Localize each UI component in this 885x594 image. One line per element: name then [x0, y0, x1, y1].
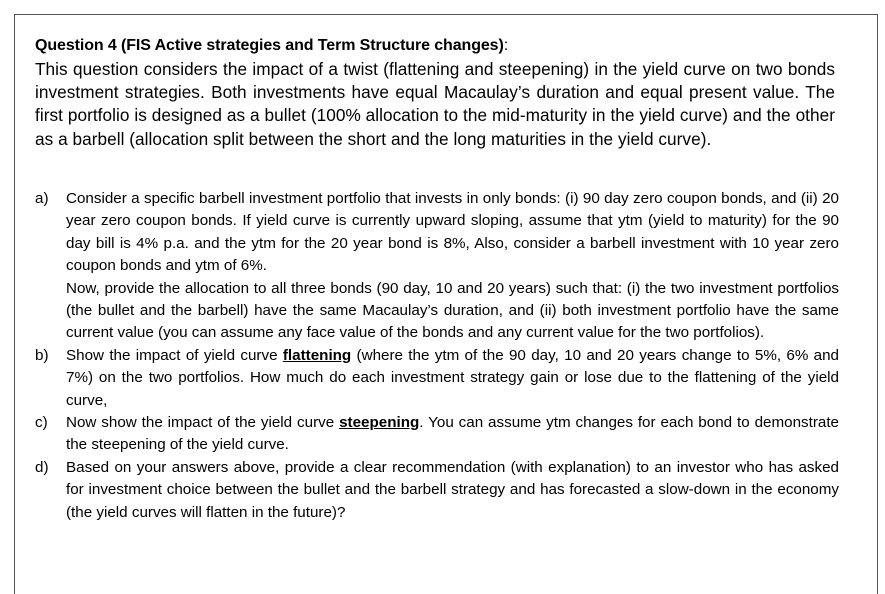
flattening-keyword: flattening [282, 346, 352, 364]
sub-question-list [35, 188, 839, 524]
question-box [14, 14, 878, 594]
question-heading-colon: : [503, 37, 509, 54]
sub-question-c-marker: c) [35, 414, 48, 432]
sub-question-a [35, 188, 839, 345]
sub-question-b-text-before: Show the impact of yield curve [66, 346, 283, 364]
question-intro: This question considers the impact of a twist (flattening and steepening) in the yield curve on two bonds investment strategies. Both investments have equal Macaulay’s duration and equal present value. The first portfolio is designed as a bullet (100% allocation to the mid-maturity in the yield curve) and the other as a barbell (allocation split between the short and the long maturities in the yield curve). [35, 59, 835, 149]
question-heading [35, 37, 508, 55]
steepening-keyword: steepening [339, 414, 420, 432]
sub-question-c-text-after: . You can assume ytm changes for each bond to demonstrate the steepening of the yield curve. [66, 414, 839, 454]
sub-question-b-marker: b) [35, 346, 49, 364]
sub-question-c [35, 412, 839, 457]
sub-question-a-paragraph-2: Now, provide the allocation to all three bonds (90 day, 10 and 20 years) such that: (i) the two investment portfolios (the bullet and the barbell) have the same Macaulay’s duration, and (ii) both investment portfolio have the same current value (you can assume any face value of the bonds and any current value for the two portfolios). [66, 279, 839, 342]
sub-question-b-text-after: (where the ytm of the 90 day, 10 and 20 years change to 5%, 6% and 7%) on the two portfolios. How much do each investment strategy gain or lose due to the flattening of the yield curve, [66, 346, 839, 409]
sub-question-b [35, 345, 839, 412]
sub-question-d [35, 457, 839, 524]
sub-question-c-text-before: Now show the impact of the yield curve [66, 414, 340, 432]
question-heading-main: Question 4 (FIS Active strategies and Term Structure changes) [35, 37, 504, 54]
sub-question-d-text: Based on your answers above, provide a clear recommendation (with explanation) to an investor who has asked for investment choice between the bullet and the barbell strategy and has forecasted a slow-down in the economy (the yield curves will flatten in the future)? [66, 458, 839, 521]
sub-question-c-text [66, 412, 839, 457]
sub-question-b-text [66, 345, 839, 412]
sub-question-a-paragraph-1: Consider a specific barbell investment portfolio that invests in only bonds: (i) 90 day zero coupon bonds, and (ii) 20 year zero coupon bonds. If yield curve is currently upward sloping, assume that ytm (yield to maturity) for the 90 day bill is 4% p.a. and the ytm for the 20 year bond is 8%, Also, consider a barbell investment with 10 year zero coupon bonds and ytm of 6%. [66, 190, 839, 275]
sub-question-a-marker: a) [35, 190, 49, 207]
sub-question-d-marker: d) [35, 458, 49, 476]
